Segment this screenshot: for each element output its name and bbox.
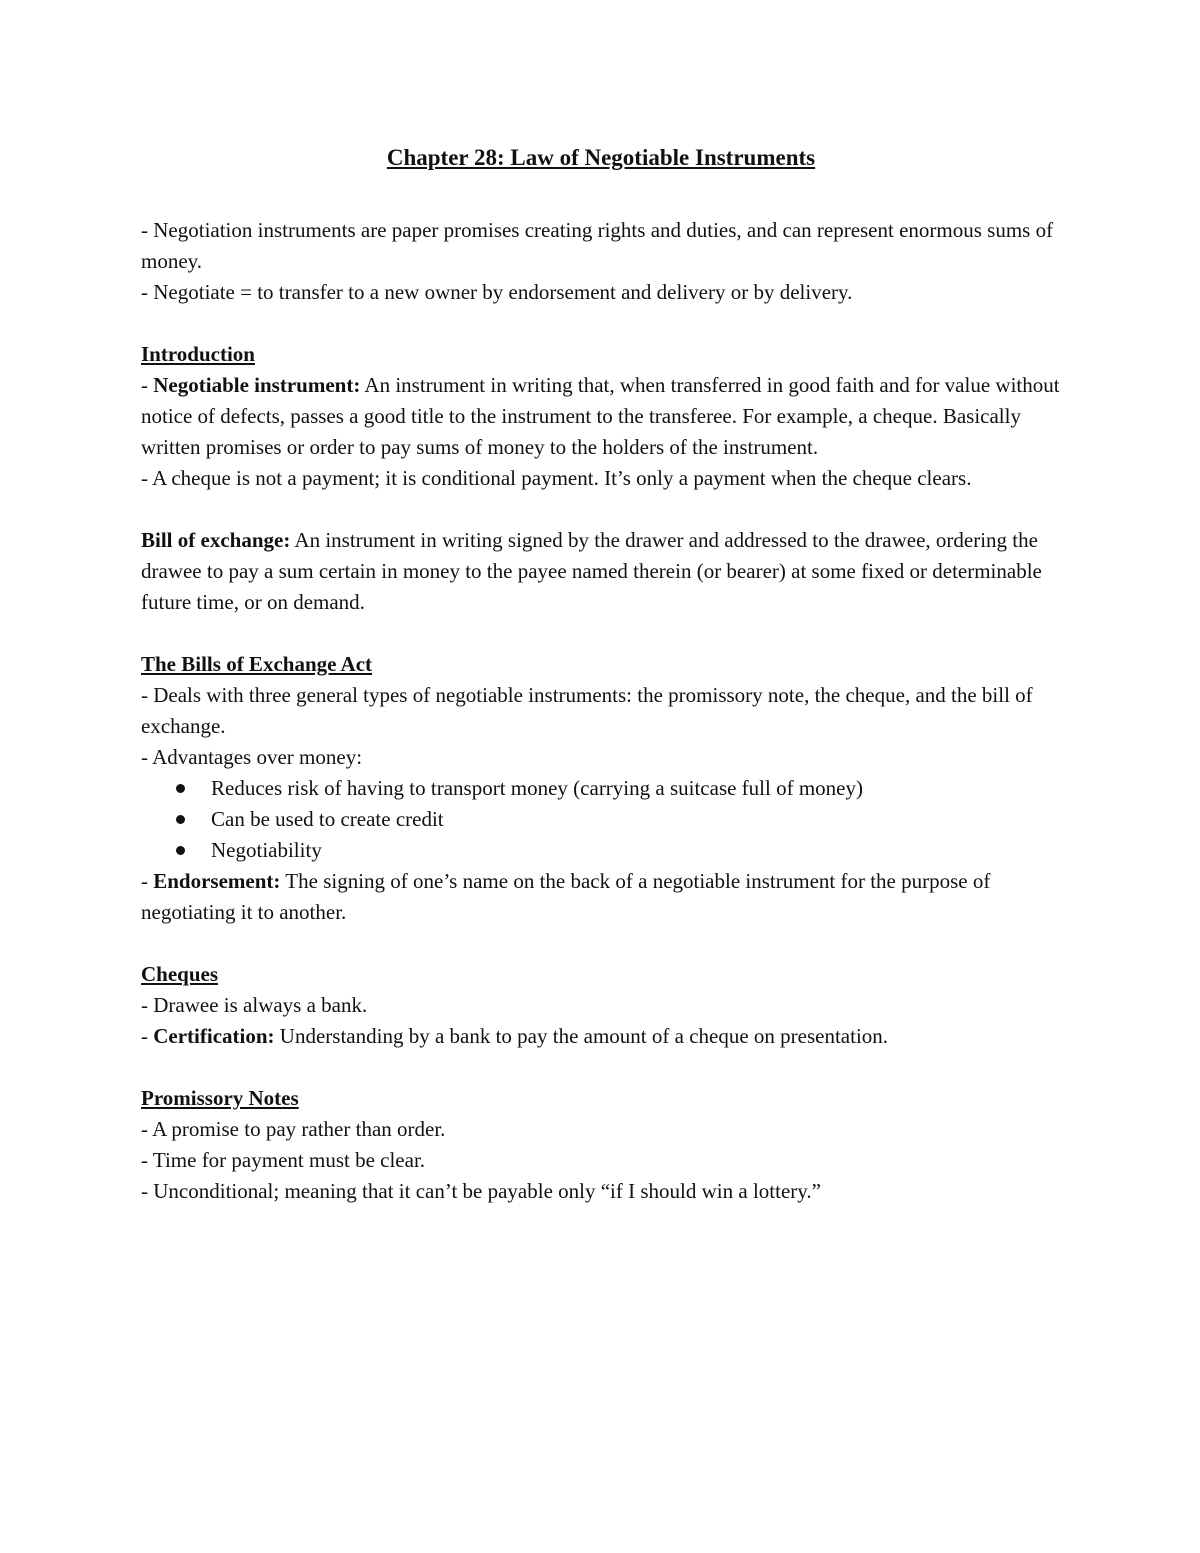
section-introduction [141, 339, 1061, 494]
cheques-line: - Drawee is always a bank. [141, 993, 368, 1017]
list-item-text: Negotiability [211, 838, 322, 862]
intro-line: - Negotiate = to transfer to a new owner by endorsement and delivery or by delivery. [141, 280, 853, 304]
bullet-icon [176, 784, 185, 793]
definition-bill-of-exchange [141, 525, 1061, 618]
definition-certification [141, 1021, 1061, 1052]
promissory-line: - A promise to pay rather than order. [141, 1117, 446, 1141]
intro-line: - Negotiation instruments are paper promises creating rights and duties, and can represent enormous sums of money. [141, 218, 1054, 273]
advantages-list [141, 773, 1061, 866]
promissory-line: - Unconditional; meaning that it can’t be payable only “if I should win a lottery.” [141, 1179, 821, 1203]
dash: - [141, 1024, 154, 1048]
definition-endorsement [141, 866, 1061, 928]
promissory-line: - Time for payment must be clear. [141, 1148, 426, 1172]
bills-act-line: - Deals with three general types of negotiable instruments: the promissory note, the cheque, and the bill of exchange. [141, 683, 1033, 738]
section-cheques [141, 959, 1061, 1052]
list-item [141, 835, 1061, 866]
section-heading-bills-act: The Bills of Exchange Act [141, 652, 373, 676]
section-heading-introduction: Introduction [141, 342, 255, 366]
list-item [141, 773, 1061, 804]
definition-text: Understanding by a bank to pay the amount of a cheque on presentation. [274, 1024, 889, 1048]
document-body [141, 141, 1061, 1207]
bullet-icon [176, 815, 185, 824]
list-item-text: Can be used to create credit [211, 807, 444, 831]
definition-text: An instrument in writing signed by the drawer and addressed to the drawee, ordering the drawee to pay a sum certain in money to the payee named therein (or bearer) at some fixed or determinable future time, or on demand. [141, 528, 1042, 614]
cheque-note: - A cheque is not a payment; it is conditional payment. It’s only a payment when the cheque clears. [141, 466, 972, 490]
section-bill-of-exchange [141, 525, 1061, 618]
section-bills-act [141, 649, 1061, 928]
section-promissory-notes [141, 1083, 1061, 1207]
page-title: Chapter 28: Law of Negotiable Instruments [386, 145, 816, 170]
definition-negotiable-instrument [141, 370, 1061, 463]
definition-text: The signing of one’s name on the back of a negotiable instrument for the purpose of negotiating it to another. [141, 869, 991, 924]
section-heading-promissory-notes: Promissory Notes [141, 1086, 299, 1110]
list-item [141, 804, 1061, 835]
definition-term: Endorsement: [153, 869, 281, 893]
list-item-text: Reduces risk of having to transport money (carrying a suitcase full of money) [211, 776, 863, 800]
bills-act-line: - Advantages over money: [141, 745, 363, 769]
definition-text: An instrument in writing that, when transferred in good faith and for value without notice of defects, passes a good title to the instrument to the transferee. For example, a cheque. Basically written promises or order to pay sums of money to the holders of the instrument. [141, 373, 1060, 459]
bullet-icon [176, 846, 185, 855]
definition-term: Bill of exchange: [141, 528, 291, 552]
dash: - [141, 373, 154, 397]
definition-term: Negotiable instrument: [153, 373, 361, 397]
section-heading-cheques: Cheques [141, 962, 219, 986]
dash: - [141, 869, 154, 893]
definition-term: Certification: [153, 1024, 275, 1048]
